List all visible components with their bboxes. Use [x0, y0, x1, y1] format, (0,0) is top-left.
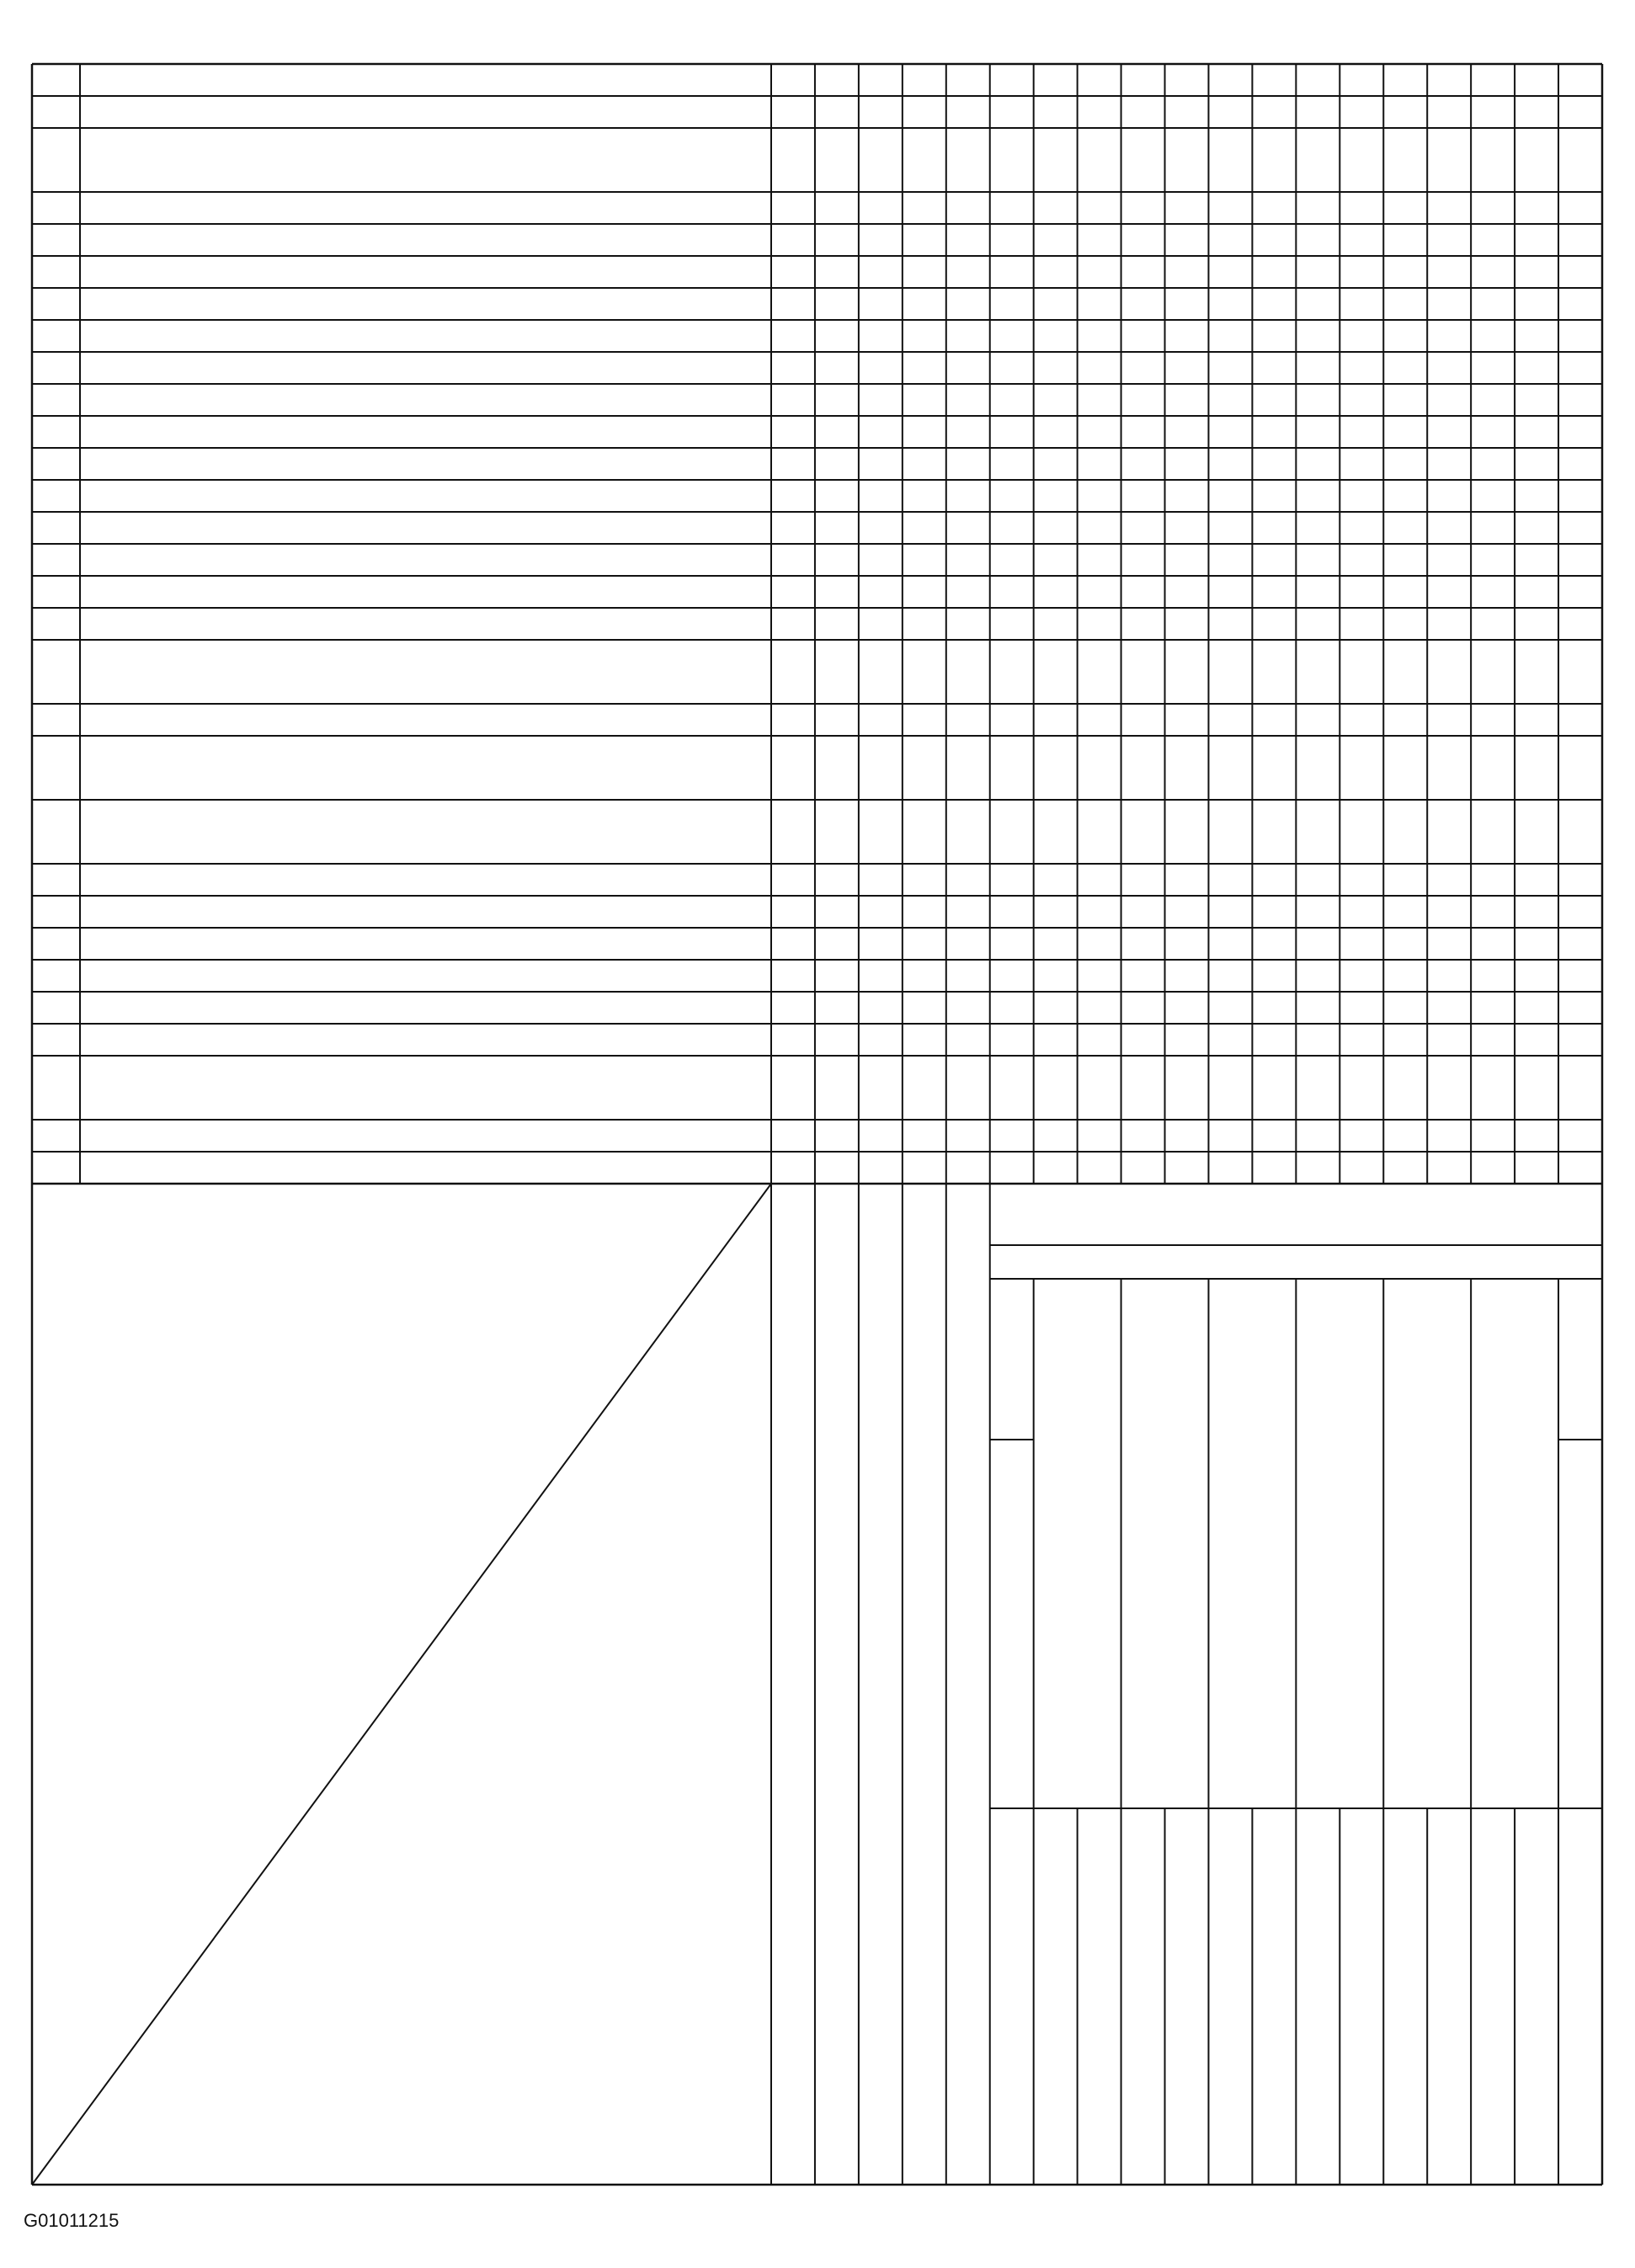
figure-id: G01011215 — [24, 2210, 120, 2231]
corner-diagonal — [32, 1184, 771, 2185]
